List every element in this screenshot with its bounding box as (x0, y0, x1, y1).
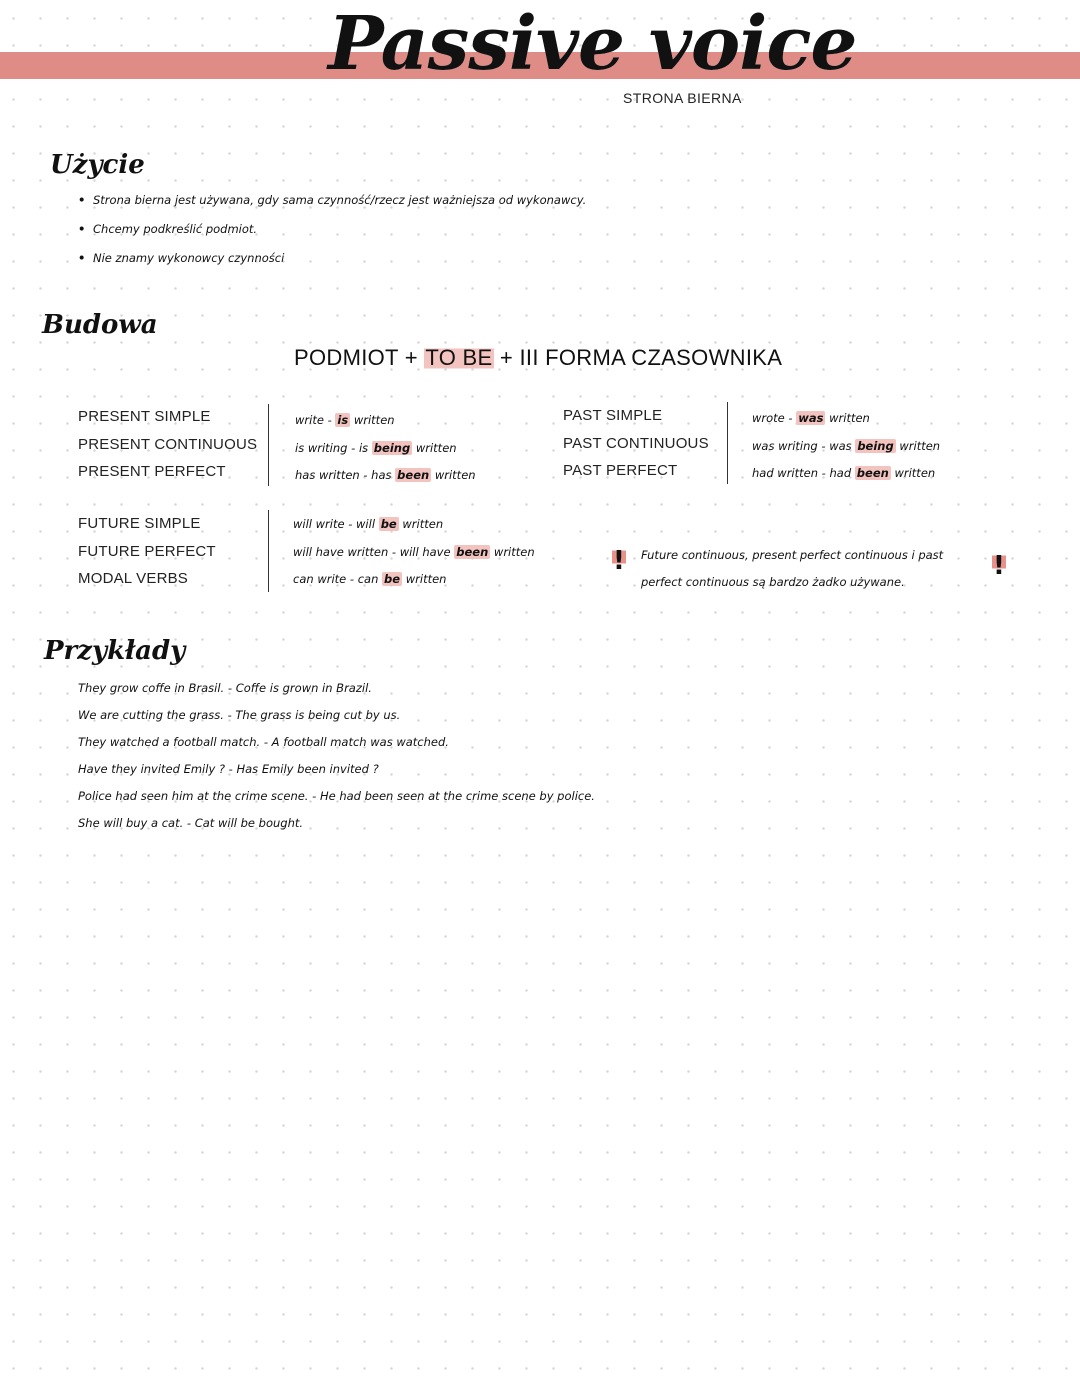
formula-plus: + (404, 345, 418, 370)
example-post: written (829, 411, 870, 425)
example-post: written (894, 466, 936, 480)
example-post: written (353, 413, 395, 427)
sentence-active: We are cutting the grass. (78, 708, 224, 722)
example-dash: - (788, 411, 793, 425)
example-post: written (434, 468, 476, 482)
example-post: written (402, 517, 444, 531)
example-sentence (78, 705, 595, 732)
example-active: will have written (293, 544, 389, 559)
tense-name: MODAL VERBS (78, 570, 189, 587)
tense-name: FUTURE PERFECT (78, 542, 216, 560)
example-active: has written (295, 468, 360, 482)
example-highlight: be (384, 572, 401, 586)
example-active: had written (752, 466, 819, 480)
example-sentences (78, 678, 595, 840)
tense-name: PRESENT CONTINUOUS (78, 435, 258, 453)
page-title: Passive voice (328, 1, 857, 87)
past-divider (727, 402, 728, 484)
sentence-active: Have they invited Emily ? (78, 762, 226, 776)
sentence-active: She will buy a cat. (78, 816, 184, 830)
tense-example (295, 410, 476, 438)
sentence-dash: - (227, 708, 232, 722)
formula-plus: + (499, 345, 514, 370)
example-dash: - (391, 544, 397, 559)
example-active: can write (293, 572, 347, 586)
tense-name: FUTURE SIMPLE (78, 515, 201, 532)
example-active: was writing (752, 438, 818, 453)
example-pre: had (829, 466, 852, 480)
example-highlight: being (857, 438, 894, 453)
structure-formula (294, 345, 782, 371)
example-highlight: been (397, 468, 430, 482)
sentence-passive: Has Emily been invited ? (236, 762, 379, 776)
tense-name: PRESENT PERFECT (78, 463, 226, 480)
exclamation-icon: ! (613, 546, 625, 576)
usage-heading: Użycie (50, 150, 145, 180)
sentence-passive: Coffe is grown in Brazil. (235, 681, 372, 695)
example-sentence (78, 732, 595, 759)
future-examples (293, 514, 535, 597)
sentence-active: Police had seen him at the crime scene. (78, 789, 309, 803)
formula-to-be: TO BE (425, 345, 493, 370)
example-active: will write (293, 517, 345, 531)
example-sentence (78, 678, 595, 705)
tense-example (752, 408, 940, 436)
sentence-dash: - (228, 762, 233, 776)
formula-participle: III FORMA CZASOWNIKA (519, 345, 783, 370)
example-sentence (78, 759, 595, 786)
examples-heading: Przykłady (44, 636, 186, 666)
usage-item-text: Strona bierna jest używana, gdy sama czynność/rzecz jest ważniejsza od wykonawcy. (93, 193, 587, 207)
example-post: written (493, 544, 535, 559)
example-sentence (78, 813, 595, 840)
example-dash: - (349, 572, 355, 586)
exclamation-icon: ! (993, 551, 1005, 581)
example-highlight: was (798, 411, 824, 425)
structure-heading: Budowa (42, 310, 158, 340)
sentence-passive: Cat will be bought. (194, 816, 304, 830)
sentence-dash: - (263, 735, 269, 749)
example-dash: - (821, 438, 826, 453)
present-divider (268, 404, 269, 486)
example-sentence (78, 786, 595, 813)
tense-example (752, 463, 940, 491)
example-highlight: be (380, 517, 397, 531)
example-pre: can (357, 572, 379, 586)
usage-item (78, 219, 586, 248)
tense-example (293, 569, 535, 597)
example-dash: - (348, 517, 353, 531)
tense-name: PAST SIMPLE (563, 407, 663, 424)
usage-item (78, 190, 586, 219)
sentence-dash: - (227, 681, 233, 695)
example-pre: is (358, 440, 369, 455)
past-tense-names (563, 406, 709, 489)
tense-example (295, 438, 476, 466)
example-active: write (295, 413, 324, 427)
tense-example (293, 542, 535, 570)
tense-example (295, 465, 476, 493)
tense-name: PAST PERFECT (563, 462, 678, 479)
sentence-active: They grow coffe in Brasil. (78, 681, 225, 695)
sentence-passive: A football match was watched. (271, 735, 449, 749)
example-highlight: being (373, 440, 411, 455)
usage-item-text: Nie znamy wykonowcy czynności (93, 251, 285, 265)
example-highlight: been (856, 466, 889, 480)
present-tense-names (78, 407, 257, 490)
usage-list (78, 190, 586, 277)
bullet-icon: • (78, 251, 86, 265)
example-active: is writing (295, 440, 348, 455)
example-dash: - (363, 468, 368, 482)
example-highlight: is (337, 413, 349, 427)
example-pre: has (371, 468, 392, 482)
example-pre: will (356, 517, 376, 531)
example-post: written (405, 572, 447, 586)
sentence-active: They watched a football match. (78, 735, 261, 749)
example-pre: was (829, 438, 852, 453)
example-dash: - (351, 440, 356, 455)
bullet-icon: • (78, 222, 86, 236)
usage-item (78, 248, 586, 277)
example-highlight: been (456, 544, 489, 559)
formula-subject: PODMIOT (294, 345, 399, 370)
usage-item-text: Chcemy podkreślić podmiot. (93, 222, 258, 236)
example-pre: will have (399, 544, 451, 559)
example-dash: - (821, 466, 826, 480)
tense-name: PAST CONTINUOUS (563, 434, 709, 452)
past-examples (752, 408, 940, 491)
example-post: written (899, 438, 941, 453)
future-divider (268, 510, 269, 592)
tense-example (752, 436, 940, 464)
sentence-passive: He had been seen at the crime scene by police. (319, 789, 595, 803)
sentence-dash: - (312, 789, 317, 803)
page-subtitle: STRONA BIERNA (623, 90, 742, 106)
sentence-passive: The grass is being cut by us. (235, 708, 401, 722)
present-examples (295, 410, 476, 493)
tense-name: PRESENT SIMPLE (78, 408, 211, 425)
bullet-icon: • (78, 193, 86, 207)
future-tense-names (78, 514, 216, 597)
sentence-dash: - (186, 816, 192, 830)
tense-note: Future continuous, present perfect continuous i past perfect continuous są bardzo żadko używane. (641, 548, 944, 589)
example-post: written (415, 440, 457, 455)
tense-example (293, 514, 535, 542)
example-active: wrote (752, 411, 785, 425)
example-dash: - (327, 413, 332, 427)
